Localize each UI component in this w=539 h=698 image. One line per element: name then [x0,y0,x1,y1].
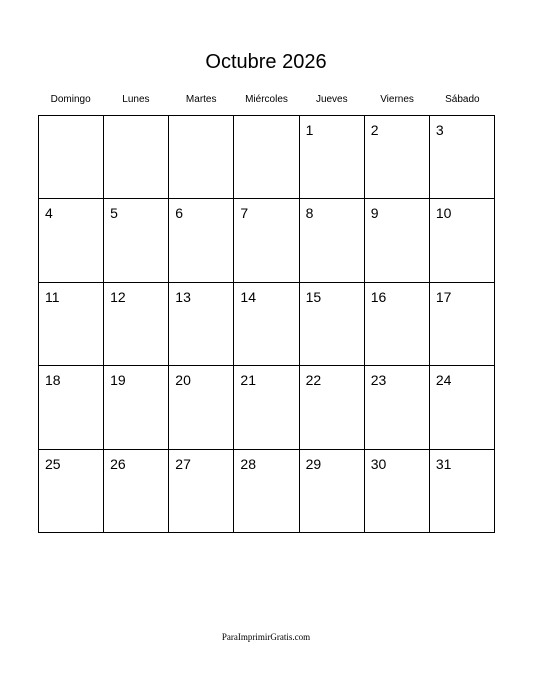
day-cell [365,283,430,366]
day-number: 1 [305,122,314,138]
day-number: 11 [45,288,60,305]
day-number: 26 [110,455,126,472]
day-number: 16 [370,288,387,305]
day-number: 9 [370,205,379,222]
day-cell [365,450,430,533]
weekday-thursday: Jueves [315,94,348,105]
day-cell [169,283,234,366]
day-cell [365,116,430,199]
day-cell [39,366,104,449]
calendar-grid [38,115,495,533]
day-number: 29 [305,455,322,472]
day-number: 20 [175,372,191,389]
day-cell [234,199,299,282]
day-number: 30 [370,455,387,472]
day-cell [430,450,495,533]
day-cell [39,116,104,199]
weekday-header [38,92,495,108]
day-cell [169,450,234,533]
day-number: 28 [240,455,256,472]
day-cell [234,283,299,366]
day-number: 14 [240,288,256,305]
day-number: 31 [435,455,452,472]
day-number: 21 [240,372,256,389]
day-number: 8 [305,205,314,222]
day-cell [300,199,365,282]
day-number: 4 [45,205,53,222]
day-number: 18 [45,372,61,389]
day-number: 2 [370,122,379,138]
day-cell [430,283,495,366]
day-number: 25 [45,455,61,472]
day-number: 19 [110,372,126,389]
day-cell [104,283,169,366]
day-number: 10 [435,205,452,222]
day-cell [430,116,495,199]
day-number: 17 [435,288,452,305]
day-cell [365,366,430,449]
day-cell [300,450,365,533]
weekday-wednesday: Miércoles [245,94,288,105]
day-number: 23 [370,372,387,389]
day-cell [104,450,169,533]
day-cell [300,283,365,366]
day-number: 27 [175,455,191,472]
day-number: 13 [175,288,191,305]
day-number: 15 [305,288,322,305]
weekday-saturday: Sábado [445,94,480,105]
day-number: 3 [435,122,444,138]
day-cell [169,366,234,449]
day-number: 22 [305,372,322,389]
day-cell [234,116,299,199]
day-cell [430,366,495,449]
day-cell [365,199,430,282]
day-cell [104,199,169,282]
day-cell [234,450,299,533]
calendar-title: Octubre 2026 [205,51,327,73]
day-cell [104,366,169,449]
weekday-sunday: Domingo [50,94,91,105]
day-cell [39,450,104,533]
day-cell [169,199,234,282]
day-cell [234,366,299,449]
weekday-tuesday: Martes [185,94,217,105]
day-number: 7 [240,205,249,222]
weekday-friday: Viernes [380,94,414,105]
day-cell [169,116,234,199]
weekday-monday: Lunes [122,94,150,105]
day-number: 12 [110,288,126,305]
day-cell [39,199,104,282]
day-cell [300,366,365,449]
day-cell [104,116,169,199]
day-cell [430,199,495,282]
day-cell [300,116,365,199]
day-cell [39,283,104,366]
day-number: 5 [110,205,118,222]
day-number: 6 [175,205,184,222]
footer-credit: ParaImprimirGratis.com [221,632,311,642]
day-number: 24 [435,372,452,389]
